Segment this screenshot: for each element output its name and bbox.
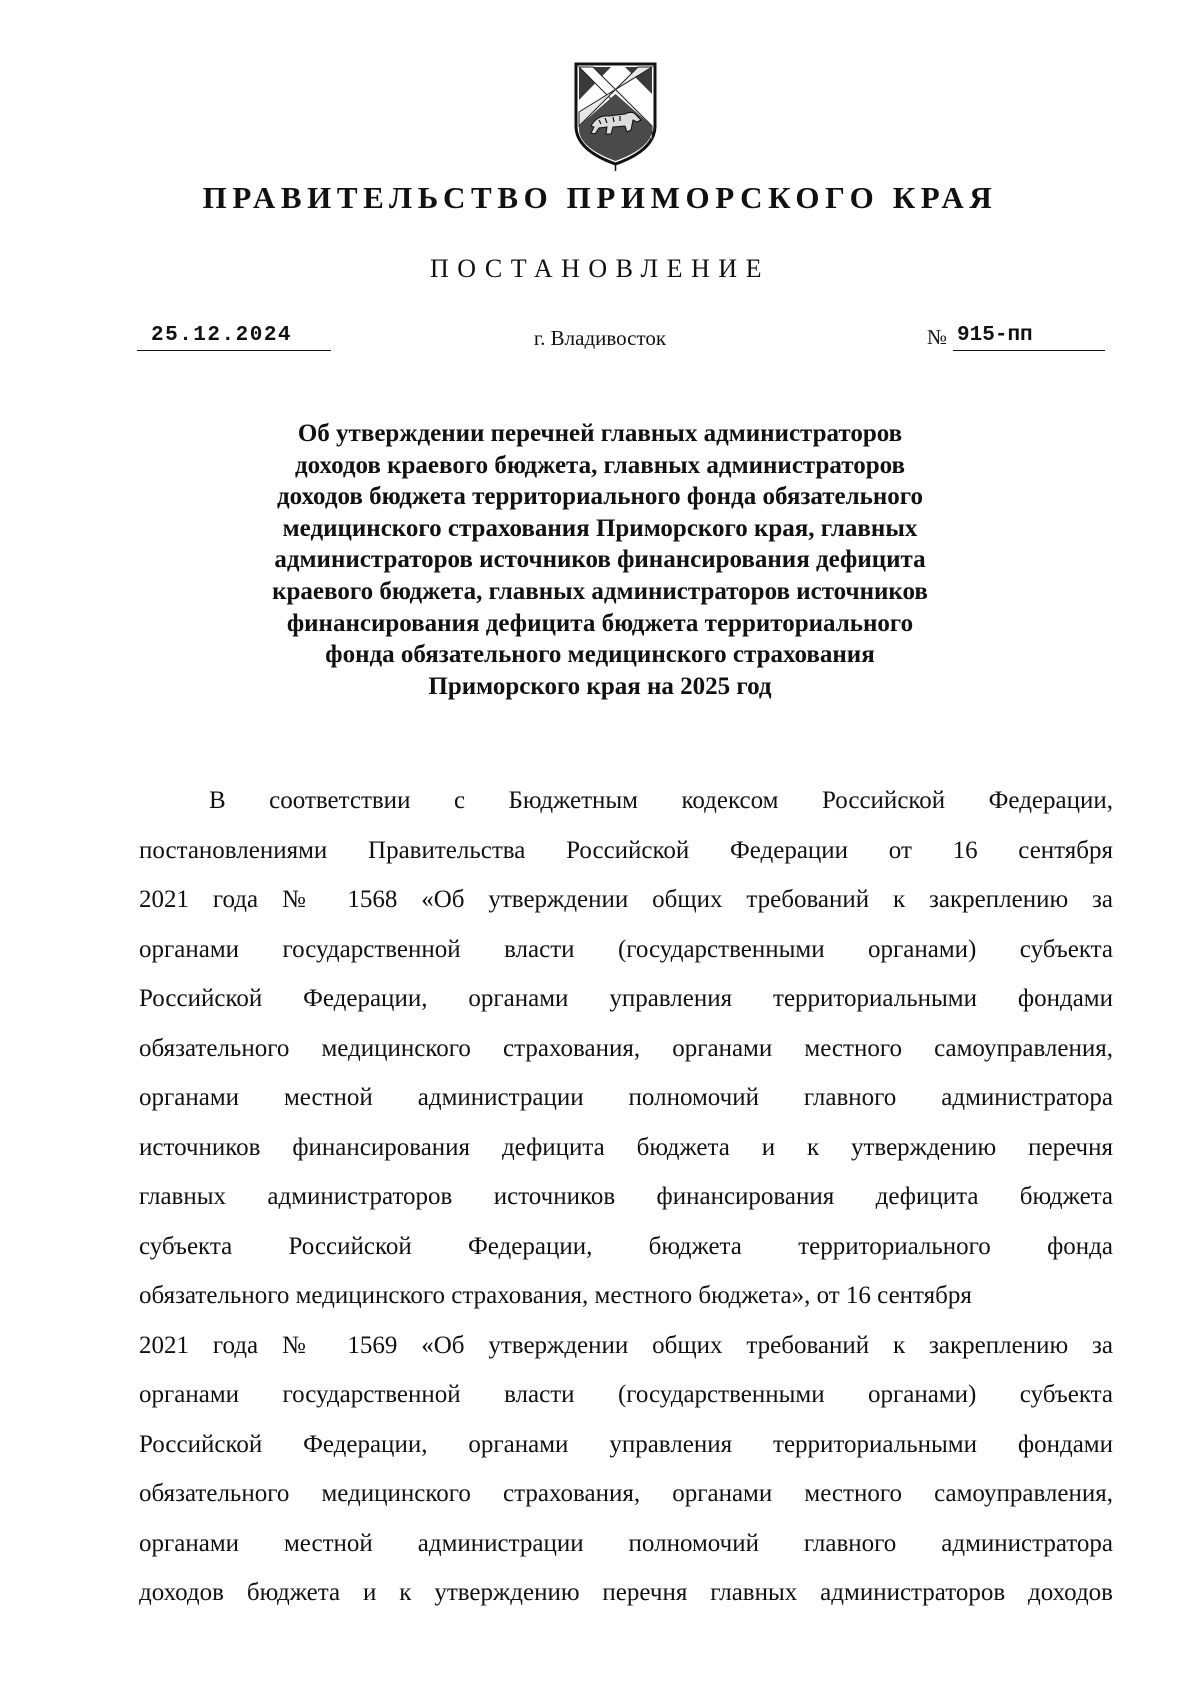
body-line: Российской Федерации, органами управления территориальными фондами xyxy=(139,1430,1113,1458)
subject-line: доходов бюджета территориального фонда обязательного xyxy=(276,483,924,511)
document-type: ПОСТАНОВЛЕНИЕ xyxy=(430,254,770,283)
body-line: главных администраторов источников финансирования дефицита бюджета xyxy=(139,1183,1113,1210)
subject-line: доходов краевого бюджета, главных администраторов xyxy=(295,451,905,479)
subject-line: администраторов источников финансирования дефицита xyxy=(274,546,926,574)
subject-line: краевого бюджета, главных администраторов источников xyxy=(272,577,928,605)
document-number xyxy=(927,322,1105,351)
document-body xyxy=(139,776,1113,1618)
document-date: 25.12.2024 xyxy=(137,322,331,351)
body-line: В соответствии с Бюджетным кодексом Российской Федерации, xyxy=(209,787,1113,814)
subject-line: финансирования дефицита бюджета территориального xyxy=(286,609,914,637)
subject-line: медицинского страхования Приморского края, главных xyxy=(282,514,918,542)
document-meta-row xyxy=(0,322,1200,362)
body-line: обязательного медицинского страхования, местного бюджета», от 16 сентября xyxy=(139,1282,972,1309)
body-line: доходов бюджета и к утверждению перечня главных администраторов доходов xyxy=(139,1579,1113,1606)
subject-line: Приморского края на 2025 год xyxy=(428,672,772,700)
body-line: постановлениями Правительства Российской Федерации от 16 сентября xyxy=(139,836,1113,864)
body-line: 2021 года № 1568 «Об утверждении общих требований к закреплению за xyxy=(139,886,1113,913)
body-line: субъекта Российской Федерации, бюджета территориального фонда xyxy=(139,1232,1113,1260)
subject-line: фонда обязательного медицинского страхования xyxy=(325,641,875,669)
body-line: источников финансирования дефицита бюджета и к утверждению перечня xyxy=(139,1133,1113,1161)
body-line: органами местной администрации полномочий главного администратора xyxy=(139,1084,1113,1111)
number-sign: № xyxy=(927,325,948,349)
subject-line: Об утверждении перечней главных администраторов xyxy=(297,420,903,447)
document-city: г. Владивосток xyxy=(533,326,667,350)
coat-of-arms-icon xyxy=(573,60,658,172)
organization-title: ПРАВИТЕЛЬСТВО ПРИМОРСКОГО КРАЯ xyxy=(202,180,998,215)
body-line: органами государственной власти (государственными органами) субъекта xyxy=(139,1381,1113,1408)
body-line: обязательного медицинского страхования, органами местного самоуправления, xyxy=(139,1034,1113,1062)
body-line: органами государственной власти (государственными органами) субъекта xyxy=(139,935,1113,963)
document-subject xyxy=(200,418,1000,702)
body-line: Российской Федерации, органами управления территориальными фондами xyxy=(139,985,1113,1012)
body-line: органами местной администрации полномочий главного администратора xyxy=(139,1529,1113,1557)
body-line: обязательного медицинского страхования, органами местного самоуправления, xyxy=(139,1480,1113,1507)
body-line: 2021 года № 1569 «Об утверждении общих требований к закреплению за xyxy=(139,1331,1113,1359)
number-value: 915-пп xyxy=(953,322,1105,351)
